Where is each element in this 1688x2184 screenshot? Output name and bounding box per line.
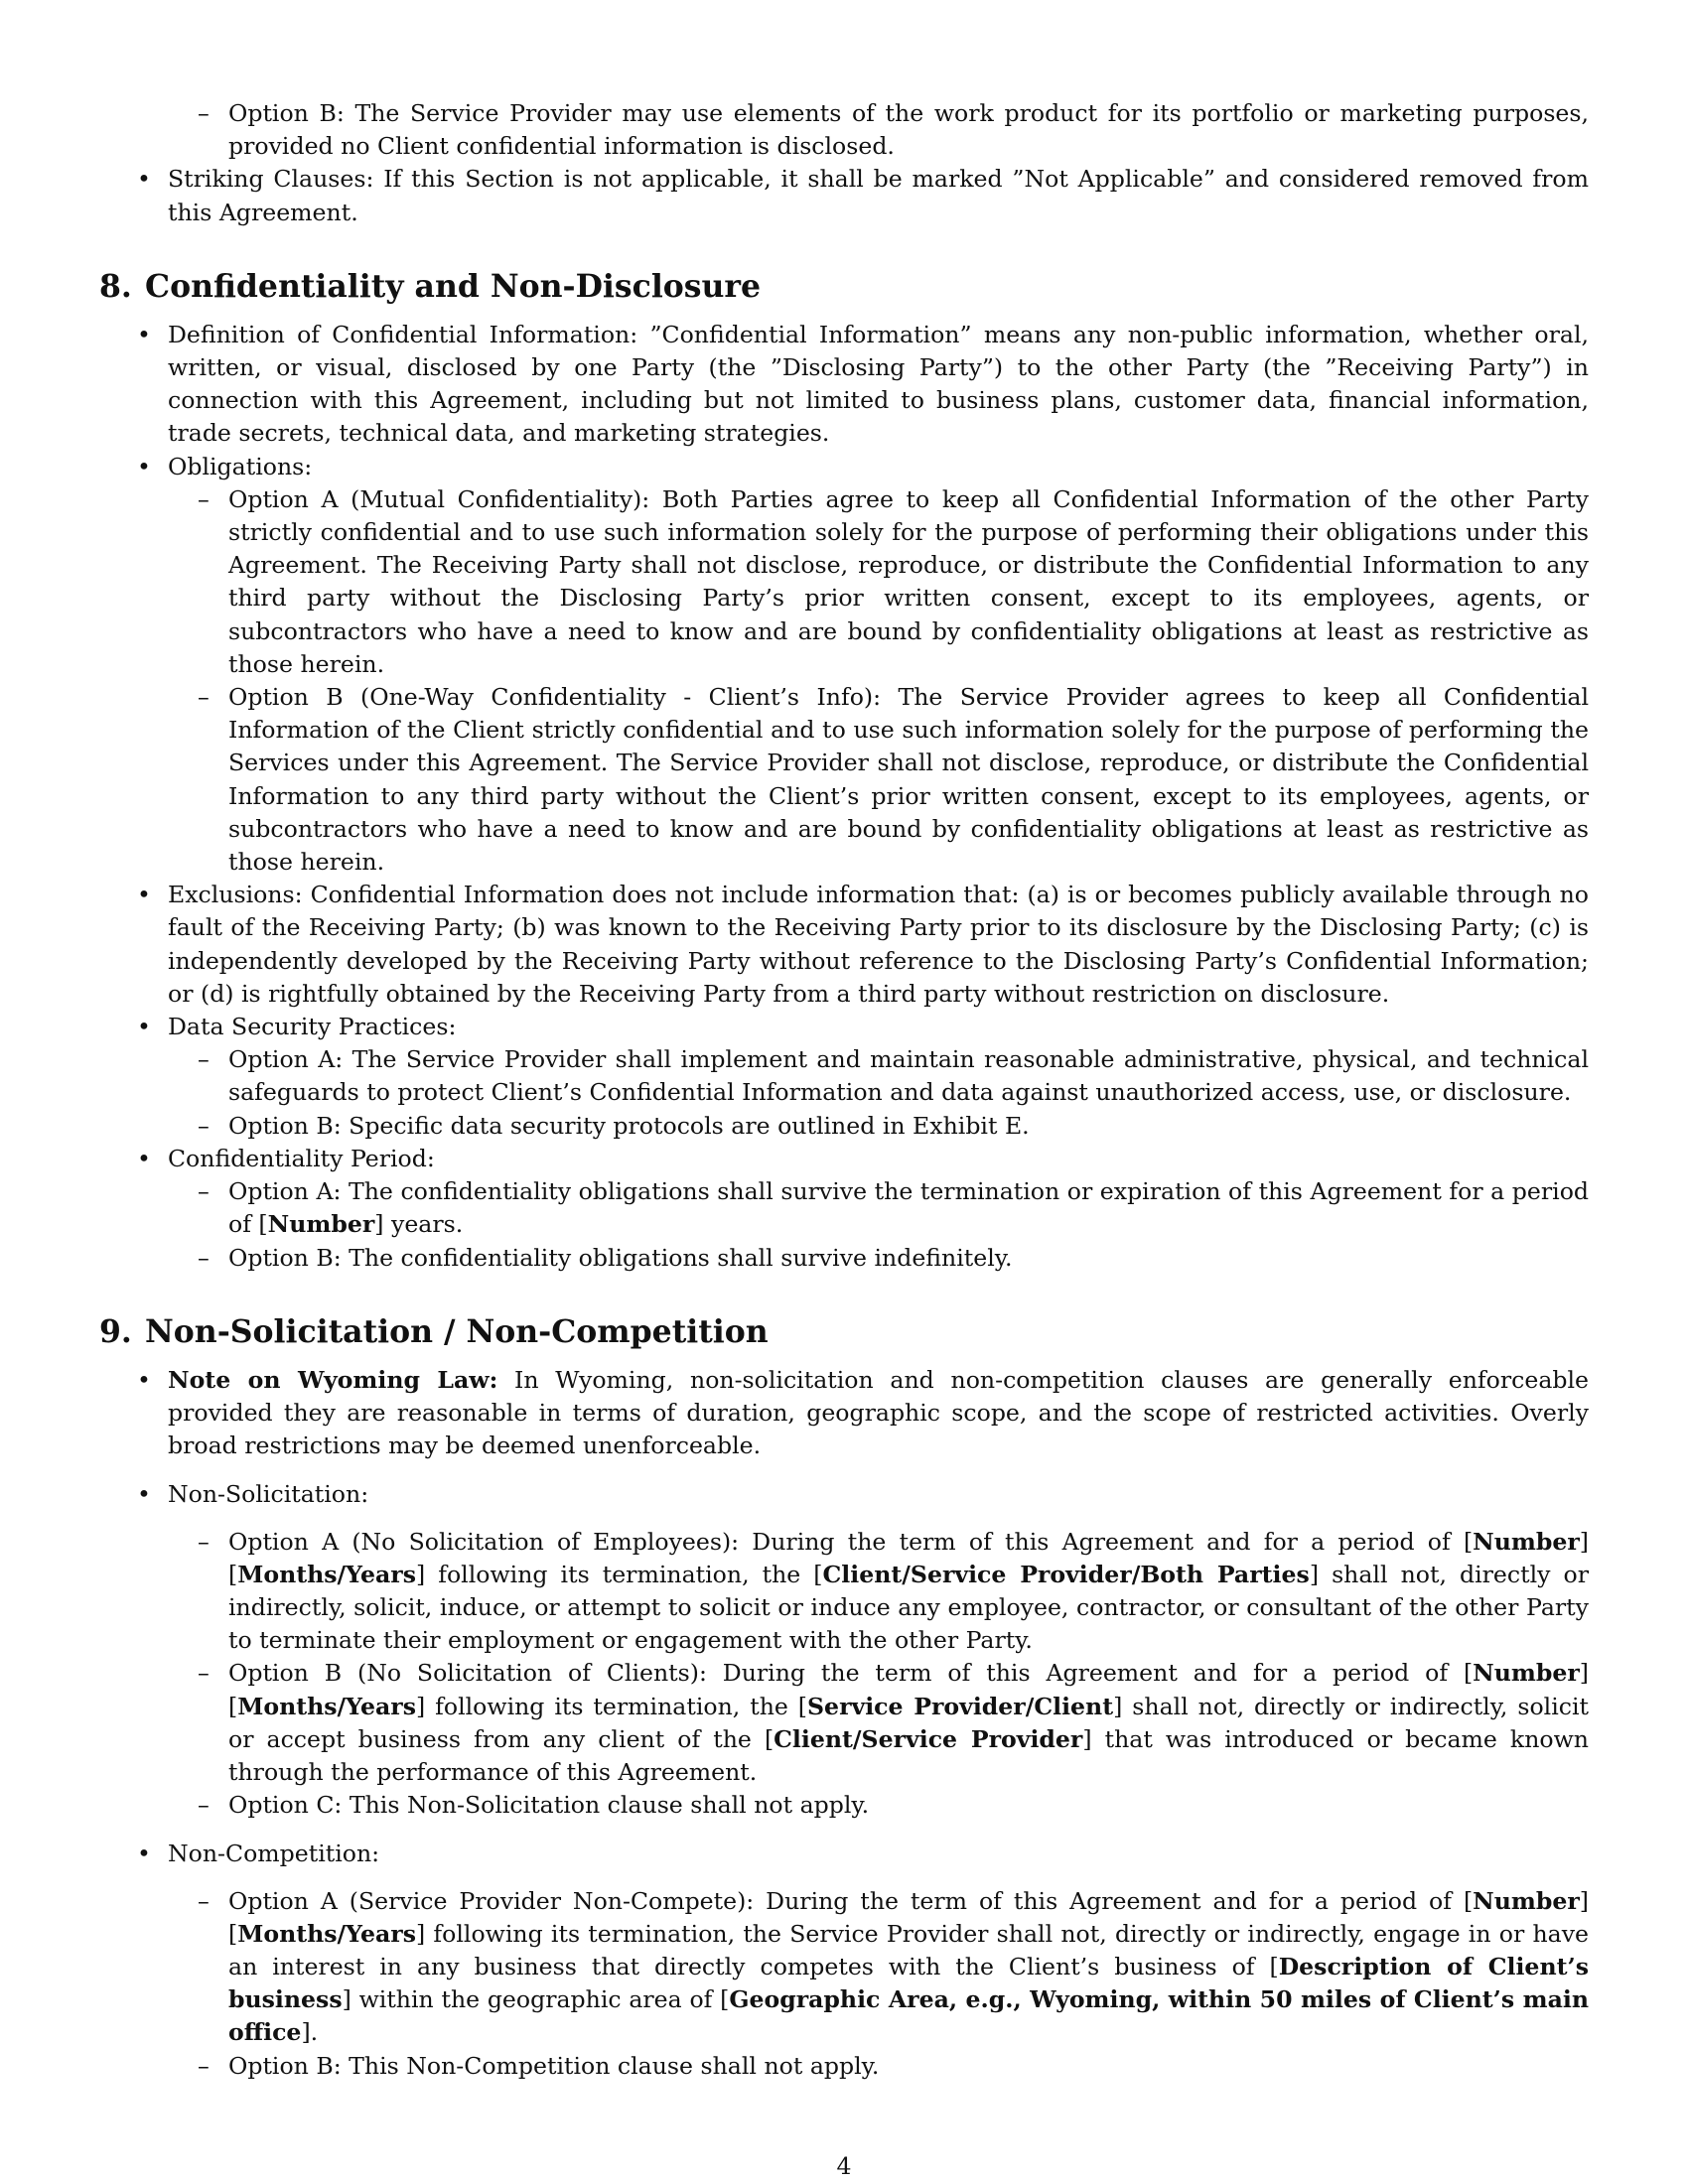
non-solicitation-list [99,1478,1589,1822]
non-competition-item [99,1838,1589,2082]
ns-option-a-t1: Option A (No Solicitation of Employees): During the term of this Agreement and for a period of [ [228,1527,1474,1556]
data-security-option-a-text: Option A: The Service Provider shall implement and maintain reasonable administrative, physical, and technical safeguards to protect Client’s Confidential Information and data against unauthorized access, use, or disclosure. [228,1045,1589,1107]
nc-option-a-t3: ] following its termination, the Service Provider shall not, directly or indirectly, engage in or have an interest in any business that directly competes with the Client’s business of [ [228,1919,1589,1980]
period-option-a-pre: Option A: The confidentiality obligations shall survive the termination or expiration of this Agreement for a period of [ [228,1177,1589,1239]
ns-option-c-text: Option C: This Non-Solicitation clause shall not apply. [228,1791,870,1820]
ns-option-b [99,1657,1589,1789]
continued-option-list [99,97,1589,163]
ns-option-b-b3: Service Provider/Client [807,1692,1114,1720]
nc-option-a-t4: ] within the geographic area of [ [342,1985,730,2014]
definition-text: Definition of Confidential Information: ”Confidential Information” means any non-public information, whether oral, written, or visual, disclosed by one Party (the ”Disclosing Party”) to the other Party (the ”Receiving Party”) in connection with this Agreement, including but not limited to business plans, customer data, financial information, trade secrets, technical data, and marketing strategies. [168,320,1589,448]
ns-option-a-t3: ] following its termination, the [ [415,1560,823,1588]
section-8-title: Confidentiality and Non-Disclosure [145,267,762,305]
ns-option-b-t4: ] shall not, directly or indirectly, solicit or accept business from any client of the [ [228,1692,1590,1753]
nc-option-b [99,2050,1589,2083]
obligations-option-b [99,681,1589,879]
obligations-options [99,483,1589,879]
definition-item [99,319,1589,451]
ns-option-a [99,1526,1589,1658]
obligations-option-a-text: Option A (Mutual Confidentiality): Both Parties agree to keep all Confidential Information of the other Party strictly confidential and to use such information solely for the purpose of performing their obligations under this Agreement. The Receiving Party shall not disclose, reproduce, or distribute the Confidential Information to any third party without the Disclosing Party’s prior written consent, except to its employees, agents, or subcontractors who have a need to know and are bound by confidentiality obligations at least as restrictive as those herein. [228,484,1589,678]
ns-option-b-b4: Client/Service Provider [774,1724,1083,1753]
obligations-option-a [99,483,1589,681]
non-solicitation-options [99,1526,1589,1823]
section-8-number: 8. [99,267,132,305]
nc-option-a-b2: Months/Years [237,1919,416,1948]
period-option-b-text: Option B: The confidentiality obligations shall survive indefinitely. [228,1243,1013,1272]
obligations-option-b-text: Option B (One-Way Confidentiality - Client’s Info): The Service Provider agrees to keep all Confidential Information of the Client strictly confidential and to use such information solely for the purpose of performing the Services under this Agreement. The Service Provider shall not disclose, reproduce, or distribute the Confidential Information to any third party without the Client’s prior written consent, except to its employees, agents, or subcontractors who have a need to know and are bound by confidentiality obligations at least as restrictive as those herein. [228,683,1589,877]
nc-option-a-b1: Number [1473,1886,1580,1915]
period-option-a [99,1175,1589,1241]
ns-option-a-b2: Months/Years [237,1560,416,1588]
exclusions-text: Exclusions: Confidential Information does not include information that: (a) is or becomes publicly available through no fault of the Receiving Party; (b) was known to the Receiving Party prior to its disclosure by the Disclosing Party; (c) is independently developed by the Receiving Party without reference to the Disclosing Party’s Confidential Information; or (d) is rightfully obtained by the Receiving Party from a third party without restriction on disclosure. [168,881,1589,1008]
section-9-title: Non-Solicitation / Non-Competition [145,1312,769,1350]
ns-option-b-t3: ] following its termination, the [ [415,1692,808,1720]
section-8-heading [99,267,1589,307]
period-option-b [99,1242,1589,1275]
striking-clauses-item [99,163,1589,228]
period-option-a-post: ] years. [374,1210,464,1239]
ns-option-b-b1: Number [1473,1659,1580,1688]
confidentiality-period-options [99,1175,1589,1275]
striking-clauses-text: Striking Clauses: If this Section is not applicable, it shall be marked ”Not Applicable” and considered removed from this Agreement. [168,165,1589,226]
ns-option-b-b2: Months/Years [237,1692,416,1720]
obligations-item [99,451,1589,880]
ns-option-b-t5: ] that was introduced or became known through the performance of this Agreement. [228,1724,1589,1786]
exclusions-item [99,879,1589,1011]
nc-option-a-t5: ]. [301,2018,319,2047]
section-9-number: 9. [99,1312,132,1350]
non-solicitation-item [99,1478,1589,1822]
data-security-label: Data Security Practices: [168,1013,457,1041]
data-security-option-a [99,1043,1589,1109]
non-competition-list [99,1838,1589,2082]
obligations-label: Obligations: [168,452,313,480]
nc-option-a-t2: ] [ [228,1886,1589,1948]
nc-option-a-b4: Geographic Area, e.g., Wyoming, within 50 miles of Client’s main office [228,1985,1589,2047]
ns-option-a-t4: ] shall not, directly or indirectly, solicit, induce, or attempt to solicit or induce any employee, contractor, or consultant of the other Party to terminate their employment or engagement with the other Party. [228,1560,1589,1655]
option-b-portfolio-text: Option B: The Service Provider may use elements of the work product for its portfolio or marketing purposes, provided no Client confidential information is disclosed. [228,99,1589,161]
page-content [99,97,1589,2083]
wyoming-note-item [99,1364,1589,1463]
wyoming-note-text: In Wyoming, non-solicitation and non-competition clauses are generally enforceable provided they are reasonable in terms of duration, geographic scope, and the scope of restricted activities. Overly broad restrictions may be deemed unenforceable. [168,1365,1590,1460]
ns-option-a-b1: Number [1473,1527,1580,1556]
data-security-item [99,1011,1589,1143]
ns-option-b-t2: ] [ [228,1659,1589,1720]
non-competition-label: Non-Competition: [168,1840,380,1868]
data-security-option-b-text: Option B: Specific data security protocols are outlined in Exhibit E. [228,1111,1030,1140]
wyoming-note-label: Note on Wyoming Law: [168,1365,498,1394]
ns-option-a-b3: Client/Service Provider/Both Parties [822,1560,1310,1588]
nc-option-a-t1: Option A (Service Provider Non-Compete): During the term of this Agreement and for a period of [ [228,1886,1474,1915]
period-option-a-placeholder: Number [267,1210,375,1239]
confidentiality-period-item [99,1143,1589,1275]
data-security-option-b [99,1110,1589,1143]
non-solicitation-label: Non-Solicitation: [168,1480,369,1509]
nc-option-a-b3: Description of Client’s business [228,1952,1589,2014]
ns-option-c [99,1789,1589,1822]
data-security-options [99,1043,1589,1143]
ns-option-a-t2: ] [ [228,1527,1589,1588]
non-competition-options [99,1885,1589,2083]
continued-bullet-list [99,163,1589,228]
section-8-list [99,319,1589,1275]
page-number: 4 [836,2152,852,2180]
section-9-heading [99,1312,1589,1352]
confidentiality-period-label: Confidentiality Period: [168,1144,435,1172]
ns-option-b-t1: Option B (No Solicitation of Clients): During the term of this Agreement and for a period of [ [228,1659,1474,1688]
nc-option-a [99,1885,1589,2050]
nc-option-b-text: Option B: This Non-Competition clause shall not apply. [228,2051,880,2080]
section-9-list [99,1364,1589,1463]
option-b-portfolio [99,97,1589,163]
